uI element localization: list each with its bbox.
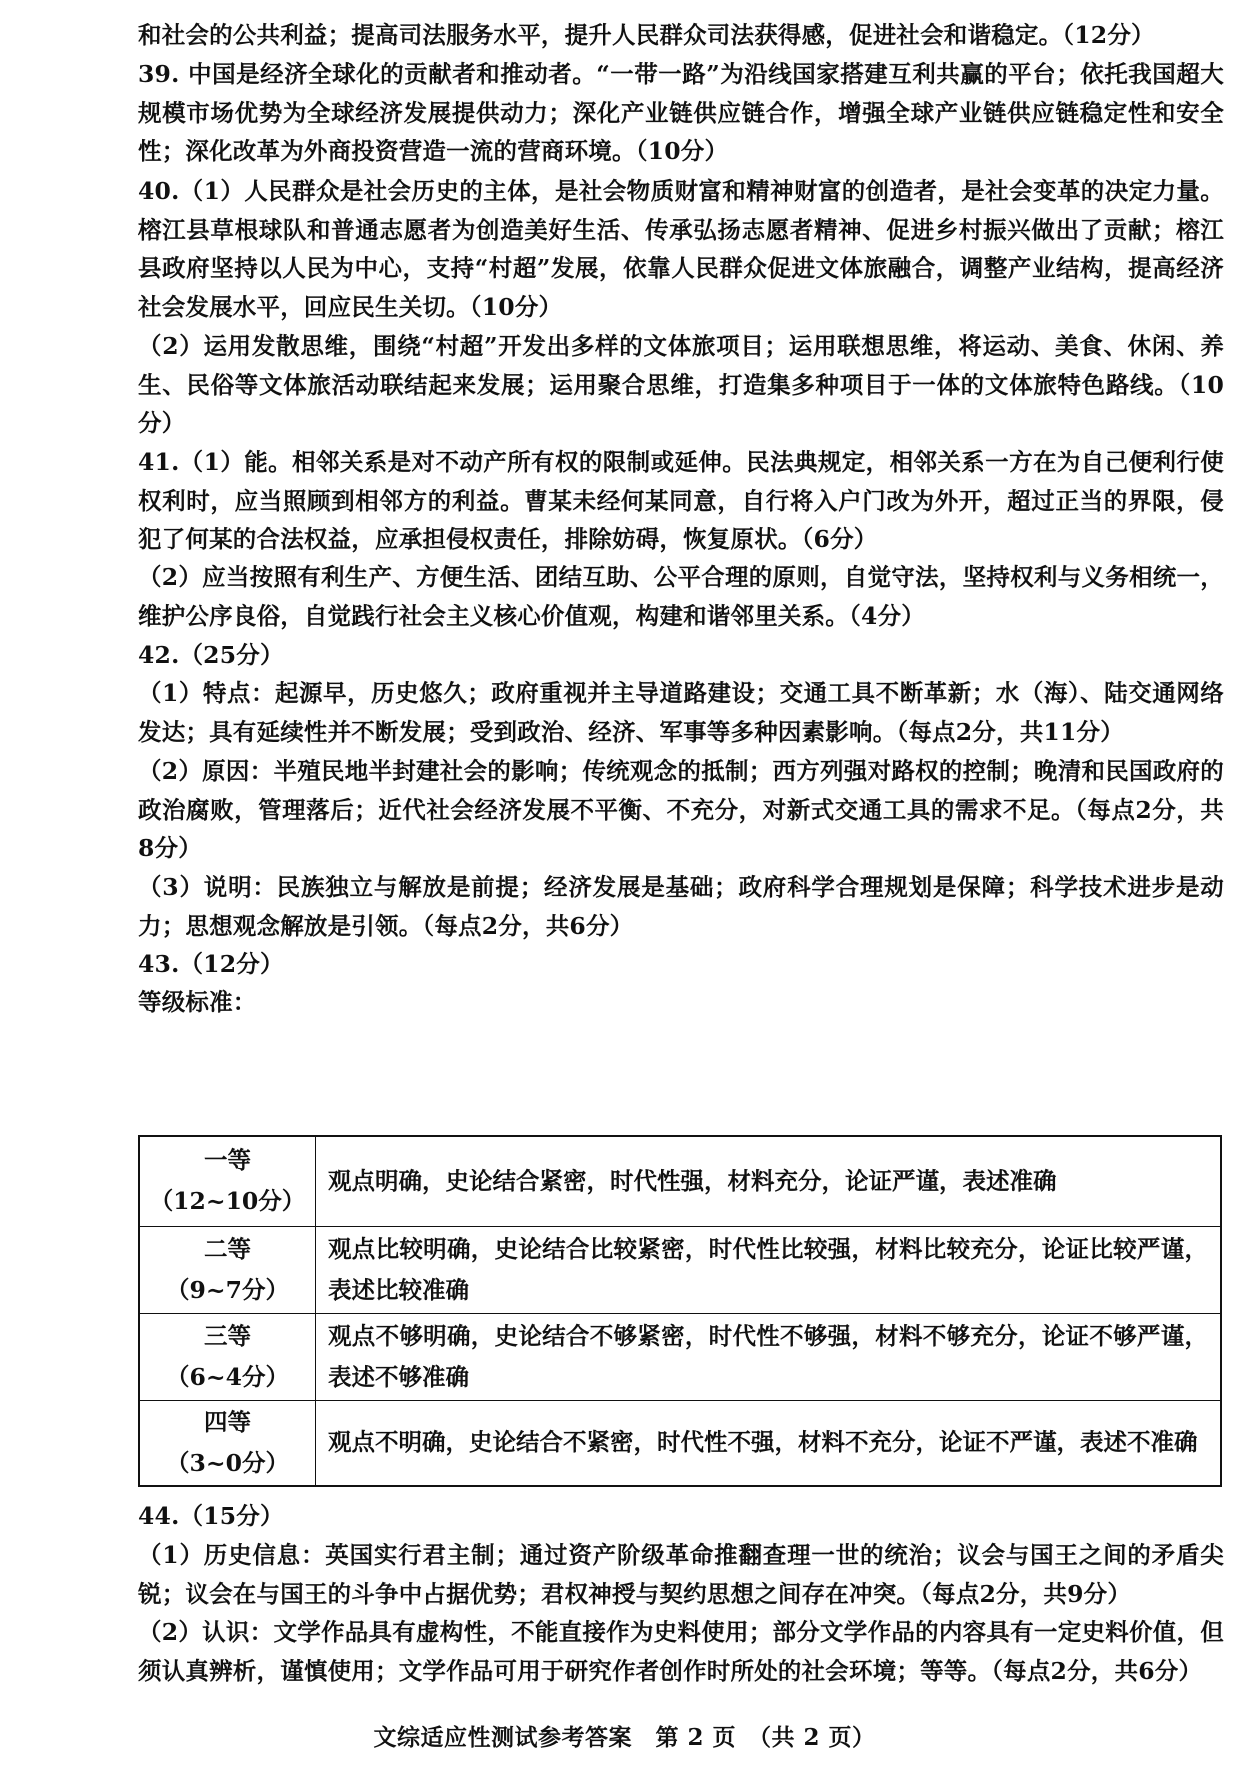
- table-row: [139, 1226, 1221, 1313]
- q40-part2-paragraph: （2）运用发散思维，围绕“村超”开发出多样的文体旅项目；运用联想思维，将运动、美食、休闲、养生、民俗等文体旅活动联结起来发展；运用聚合思维，打造集多种项目于一体的文体旅特色路线。（10分）: [138, 332, 1224, 438]
- table-row: [139, 1313, 1221, 1400]
- grade-description: 观点明确，史论结合紧密，时代性强，材料充分，论证严谨，表述准确: [316, 1136, 1222, 1226]
- grade-label: 四等: [204, 1407, 251, 1436]
- q38-tail-paragraph: 和社会的公共利益；提高司法服务水平，提升人民群众司法获得感，促进社会和谐稳定。（12分）: [138, 21, 1155, 49]
- grade-description: 观点比较明确，史论结合比较紧密，时代性比较强，材料比较充分，论证比较严谨，表述比较准确: [316, 1226, 1222, 1313]
- page-footer: 文综适应性测试参考答案 第 2 页 （共 2 页）: [373, 1724, 876, 1751]
- q41-part2-paragraph: （2）应当按照有利生产、方便生活、团结互助、公平合理的原则，自觉守法，坚持权利与义务相统一，维护公序良俗，自觉践行社会主义核心价值观，构建和谐邻里关系。（4分）: [138, 563, 1224, 630]
- grade-range: （3~0分）: [166, 1448, 289, 1477]
- grade-cell: [139, 1136, 316, 1226]
- grade-cell: [139, 1226, 316, 1313]
- q42-part2-paragraph: （2）原因：半殖民地半封建社会的影响；传统观念的抵制；西方列强对路权的控制；晚清和民国政府的政治腐败，管理落后；近代社会经济发展不平衡、不充分，对新式交通工具的需求不足。（每点2分，共8分）: [138, 757, 1224, 863]
- q42-heading: 42.（25分）: [138, 641, 284, 669]
- q44-part2-paragraph: （2）认识：文学作品具有虚构性，不能直接作为史料使用；部分文学作品的内容具有一定史料价值，但须认真辨析，谨慎使用；文学作品可用于研究作者创作时所处的社会环境；等等。（每点2分，共6分）: [138, 1618, 1224, 1685]
- q44-heading: 44.（15分）: [138, 1502, 284, 1530]
- grade-cell: [139, 1400, 316, 1486]
- q42-part3-paragraph: （3）说明：民族独立与解放是前提；经济发展是基础；政府科学合理规划是保障；科学技术进步是动力；思想观念解放是引领。（每点2分，共6分）: [138, 873, 1224, 940]
- q41-part1-paragraph: 41.（1）能。相邻关系是对不动产所有权的限制或延伸。民法典规定，相邻关系一方在为自己便利行使权利时，应当照顾到相邻方的利益。曹某未经何某同意，自行将入户门改为外开，超过正当的界限，侵犯了何某的合法权益，应承担侵权责任，排除妨碍，恢复原状。（6分）: [138, 448, 1224, 554]
- grading-table: [138, 1135, 1222, 1487]
- grade-label: 二等: [204, 1234, 251, 1263]
- q40-part1-paragraph: 40.（1）人民群众是社会历史的主体，是社会物质财富和精神财富的创造者，是社会变革的决定力量。榕江县草根球队和普通志愿者为创造美好生活、传承弘扬志愿者精神、促进乡村振兴做出了贡献；榕江县政府坚持以人民为中心，支持“村超”发展，依靠人民群众促进文体旅融合，调整产业结构，提高经济社会发展水平，回应民生关切。（10分）: [138, 177, 1224, 321]
- grade-range: （12~10分）: [149, 1187, 306, 1216]
- q43-heading: 43.（12分）: [138, 950, 284, 978]
- grading-standard-label: 等级标准：: [138, 988, 257, 1016]
- grade-label: 一等: [204, 1146, 251, 1175]
- table-row: [139, 1136, 1221, 1226]
- grade-range: （9~7分）: [166, 1275, 289, 1304]
- grade-description: 观点不明确，史论结合不紧密，时代性不强，材料不充分，论证不严谨，表述不准确: [316, 1400, 1222, 1486]
- grade-description: 观点不够明确，史论结合不够紧密，时代性不够强，材料不够充分，论证不够严谨，表述不够准确: [316, 1313, 1222, 1400]
- grade-cell: [139, 1313, 316, 1400]
- q44-part1-paragraph: （1）历史信息：英国实行君主制；通过资产阶级革命推翻查理一世的统治；议会与国王之间的矛盾尖锐；议会在与国王的斗争中占据优势；君权神授与契约思想之间存在冲突。（每点2分，共9分）: [138, 1541, 1224, 1608]
- grade-range: （6~4分）: [166, 1362, 289, 1391]
- table-row: [139, 1400, 1221, 1486]
- q39-answer-paragraph: 39. 中国是经济全球化的贡献者和推动者。“一带一路”为沿线国家搭建互利共赢的平台；依托我国超大规模市场优势为全球经济发展提供动力；深化产业链供应链合作，增强全球产业链供应链稳定性和安全性；深化改革为外商投资营造一流的营商环境。（10分）: [138, 60, 1224, 166]
- q42-part1-paragraph: （1）特点：起源早，历史悠久；政府重视并主导道路建设；交通工具不断革新；水（海）、陆交通网络发达；具有延续性并不断发展；受到政治、经济、军事等多种因素影响。（每点2分，共11分）: [138, 679, 1224, 746]
- grade-label: 三等: [204, 1321, 251, 1350]
